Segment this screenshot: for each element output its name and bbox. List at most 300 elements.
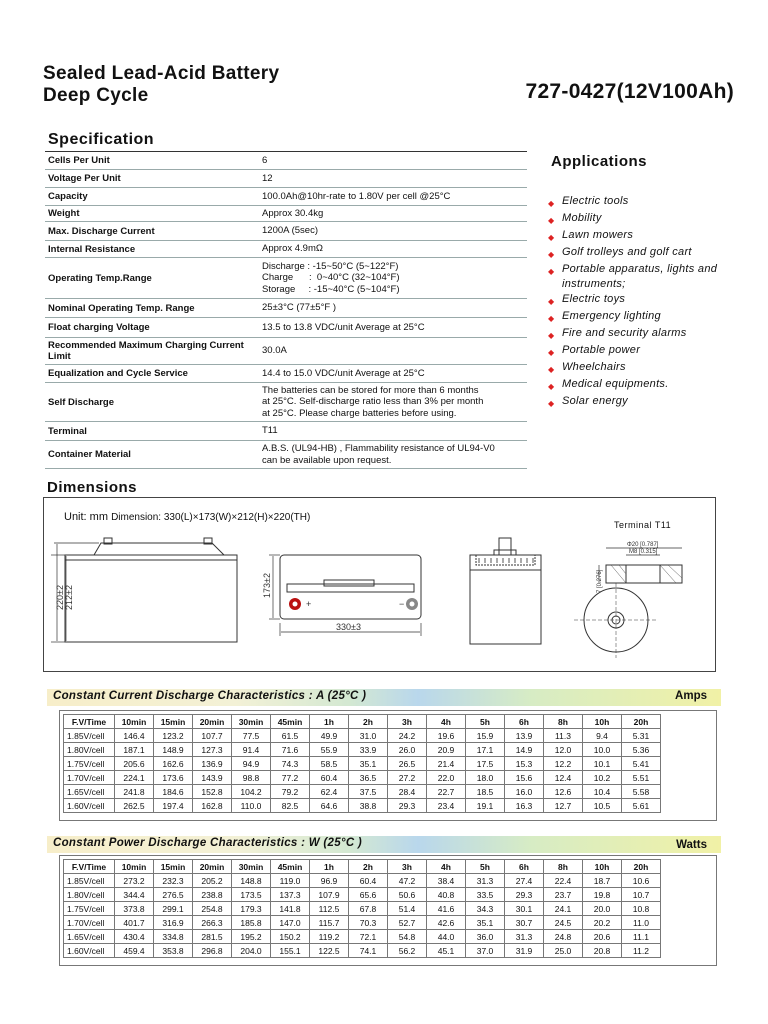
table-cell: 11.0 — [622, 916, 661, 930]
table-cell: 62.4 — [310, 785, 349, 799]
table-cell: 34.3 — [466, 902, 505, 916]
table-cell: 24.8 — [544, 930, 583, 944]
spec-label: Max. Discharge Current — [48, 225, 155, 237]
table-cell: 16.0 — [505, 785, 544, 799]
table-cell: 40.8 — [427, 888, 466, 902]
table-cell: 30.7 — [505, 916, 544, 930]
table-cell: 373.8 — [115, 902, 154, 916]
row-label: 1.70V/cell — [64, 916, 115, 930]
table-cell: 299.1 — [154, 902, 193, 916]
table-cell: 104.2 — [232, 785, 271, 799]
diamond-bullet-icon: ◆ — [548, 297, 555, 306]
application-item — [548, 394, 748, 411]
table-cell: 10.4 — [583, 785, 622, 799]
table-row — [64, 743, 661, 757]
application-item — [548, 228, 748, 245]
table-cell: 296.8 — [193, 944, 232, 958]
spec-value: 12 — [262, 172, 273, 184]
diamond-bullet-icon: ◆ — [548, 331, 555, 340]
table-cell: 112.5 — [310, 902, 349, 916]
power-column-header: F.V/Time — [64, 860, 115, 874]
table-cell: 45.1 — [427, 944, 466, 958]
current-table-band — [47, 689, 721, 706]
table-cell: 56.2 — [388, 944, 427, 958]
table-cell: 74.3 — [271, 757, 310, 771]
table-cell: 115.7 — [310, 916, 349, 930]
table-cell: 37.5 — [349, 785, 388, 799]
table-cell: 146.4 — [115, 729, 154, 743]
power-header-row — [64, 860, 661, 874]
row-label: 1.65V/cell — [64, 785, 115, 799]
table-cell: 344.4 — [115, 888, 154, 902]
spec-label: Capacity — [48, 191, 88, 202]
current-table-title: Constant Current Discharge Characteristics : A (25°C ) — [53, 690, 367, 702]
row-label: 1.85V/cell — [64, 729, 115, 743]
table-cell: 11.3 — [544, 729, 583, 743]
spec-row — [45, 441, 527, 469]
table-cell: 10.1 — [583, 757, 622, 771]
table-cell: 162.6 — [154, 757, 193, 771]
table-cell: 71.6 — [271, 743, 310, 757]
power-column-header: 10min — [115, 860, 154, 874]
power-discharge-table — [63, 859, 661, 958]
terminal-drawing — [574, 548, 682, 658]
table-cell: 18.5 — [466, 785, 505, 799]
table-cell: 10.8 — [622, 902, 661, 916]
table-cell: 12.6 — [544, 785, 583, 799]
table-cell: 23.4 — [427, 799, 466, 813]
table-row — [64, 771, 661, 785]
table-cell: 266.3 — [193, 916, 232, 930]
table-cell: 5.51 — [622, 771, 661, 785]
application-item — [548, 343, 748, 360]
current-table-unit: Amps — [675, 690, 707, 702]
table-cell: 23.7 — [544, 888, 583, 902]
table-cell: 35.1 — [349, 757, 388, 771]
spec-row — [45, 258, 527, 299]
spec-row — [45, 299, 527, 318]
model-number: 727-0427(12V100Ah) — [525, 80, 734, 103]
table-cell: 27.4 — [505, 874, 544, 888]
table-cell: 238.8 — [193, 888, 232, 902]
row-label: 1.85V/cell — [64, 874, 115, 888]
end-view-vent-pattern — [478, 558, 534, 563]
table-cell: 12.4 — [544, 771, 583, 785]
spec-label: Equalization and Cycle Service — [48, 368, 188, 379]
table-cell: 13.9 — [505, 729, 544, 743]
terminal-label: Terminal T11 — [614, 520, 672, 530]
table-cell: 107.7 — [193, 729, 232, 743]
table-cell: 10.2 — [583, 771, 622, 785]
row-label: 1.75V/cell — [64, 757, 115, 771]
current-column-header: 30min — [232, 715, 271, 729]
table-cell: 17.5 — [466, 757, 505, 771]
table-cell: 204.0 — [232, 944, 271, 958]
application-text: Golf trolleys and golf cart — [562, 246, 692, 258]
spec-label: Voltage Per Unit — [48, 173, 121, 184]
table-cell: 187.1 — [115, 743, 154, 757]
table-cell: 353.8 — [154, 944, 193, 958]
table-cell: 12.7 — [544, 799, 583, 813]
table-cell: 33.9 — [349, 743, 388, 757]
application-item — [548, 309, 748, 326]
table-cell: 27.2 — [388, 771, 427, 785]
spec-value: Approx 30.4kg — [262, 207, 324, 219]
spec-row — [45, 422, 527, 441]
battery-drawings — [44, 498, 714, 670]
power-column-header: 6h — [505, 860, 544, 874]
power-column-header: 8h — [544, 860, 583, 874]
spec-row — [45, 222, 527, 241]
table-cell: 150.2 — [271, 930, 310, 944]
table-cell: 20.8 — [583, 944, 622, 958]
table-cell: 31.3 — [466, 874, 505, 888]
document-title — [43, 63, 279, 107]
spec-row — [45, 365, 527, 383]
table-cell: 10.0 — [583, 743, 622, 757]
table-cell: 122.5 — [310, 944, 349, 958]
power-column-header: 3h — [388, 860, 427, 874]
table-cell: 143.9 — [193, 771, 232, 785]
power-table-title: Constant Power Discharge Characteristics : W (25°C ) — [53, 837, 363, 849]
table-cell: 28.4 — [388, 785, 427, 799]
table-cell: 65.6 — [349, 888, 388, 902]
application-text: Wheelchairs — [562, 361, 626, 373]
table-cell: 21.4 — [427, 757, 466, 771]
table-cell: 19.8 — [583, 888, 622, 902]
current-header-row — [64, 715, 661, 729]
table-cell: 10.5 — [583, 799, 622, 813]
spec-value: 14.4 to 15.0 VDC/unit Average at 25°C — [262, 367, 425, 379]
spec-value: A.B.S. (UL94-HB) , Flammability resistance of UL94-V0 can be available upon request. — [262, 443, 495, 466]
table-cell: 58.5 — [310, 757, 349, 771]
spec-row — [45, 383, 527, 422]
height-220-label: 220±2 — [55, 585, 65, 610]
table-cell: 19.6 — [427, 729, 466, 743]
diamond-bullet-icon: ◆ — [548, 365, 555, 374]
application-text: Solar energy — [562, 395, 628, 407]
application-item — [548, 194, 748, 211]
current-column-header: 10min — [115, 715, 154, 729]
application-item — [548, 211, 748, 228]
spec-value: 13.5 to 13.8 VDC/unit Average at 25°C — [262, 321, 425, 333]
applications-heading: Applications — [551, 153, 648, 170]
table-cell: 273.2 — [115, 874, 154, 888]
table-cell: 262.5 — [115, 799, 154, 813]
power-column-header: 2h — [349, 860, 388, 874]
table-cell: 147.0 — [271, 916, 310, 930]
table-cell: 179.3 — [232, 902, 271, 916]
current-column-header: 10h — [583, 715, 622, 729]
row-label: 1.65V/cell — [64, 930, 115, 944]
application-text: Electric toys — [562, 293, 626, 305]
table-cell: 5.61 — [622, 799, 661, 813]
table-cell: 224.1 — [115, 771, 154, 785]
table-cell: 148.9 — [154, 743, 193, 757]
table-cell: 24.2 — [388, 729, 427, 743]
spec-value: Approx 4.9mΩ — [262, 243, 323, 255]
specification-table — [45, 151, 527, 469]
spec-row — [45, 241, 527, 258]
table-cell: 77.5 — [232, 729, 271, 743]
table-cell: 281.5 — [193, 930, 232, 944]
spec-label: Self Discharge — [48, 396, 114, 408]
application-text: Lawn mowers — [562, 229, 634, 241]
plus-sign: + — [306, 599, 312, 609]
table-cell: 19.1 — [466, 799, 505, 813]
table-cell: 12.2 — [544, 757, 583, 771]
power-column-header: 45min — [271, 860, 310, 874]
table-cell: 254.8 — [193, 902, 232, 916]
power-table-band — [47, 836, 721, 853]
spec-label: Cells Per Unit — [48, 155, 110, 166]
table-row — [64, 888, 661, 902]
table-cell: 51.4 — [388, 902, 427, 916]
table-cell: 232.3 — [154, 874, 193, 888]
dimension-text: Dimension: 330(L)×173(W)×212(H)×220(TH) — [111, 512, 311, 523]
power-table-unit: Watts — [676, 839, 707, 851]
table-cell: 77.2 — [271, 771, 310, 785]
application-text: Electric tools — [562, 195, 629, 207]
table-row — [64, 799, 661, 813]
row-label: 1.70V/cell — [64, 771, 115, 785]
table-cell: 316.9 — [154, 916, 193, 930]
table-cell: 44.0 — [427, 930, 466, 944]
table-cell: 119.0 — [271, 874, 310, 888]
table-cell: 123.2 — [154, 729, 193, 743]
table-cell: 36.0 — [466, 930, 505, 944]
spec-row — [45, 151, 527, 170]
table-cell: 20.6 — [583, 930, 622, 944]
table-cell: 9.4 — [583, 729, 622, 743]
table-cell: 127.3 — [193, 743, 232, 757]
diamond-bullet-icon: ◆ — [548, 250, 555, 259]
current-column-header: 4h — [427, 715, 466, 729]
table-cell: 52.7 — [388, 916, 427, 930]
table-cell: 148.8 — [232, 874, 271, 888]
application-text: Mobility — [562, 212, 602, 224]
spec-value: 6 — [262, 154, 268, 166]
spec-label: Container Material — [48, 449, 131, 460]
table-cell: 22.4 — [544, 874, 583, 888]
application-text: Emergency lighting — [562, 310, 661, 322]
table-row — [64, 729, 661, 743]
table-cell: 55.9 — [310, 743, 349, 757]
table-cell: 16.3 — [505, 799, 544, 813]
current-column-header: 3h — [388, 715, 427, 729]
table-cell: 119.2 — [310, 930, 349, 944]
end-view-drawing — [470, 538, 541, 644]
table-cell: 15.9 — [466, 729, 505, 743]
diamond-bullet-icon: ◆ — [548, 348, 555, 357]
table-cell: 74.1 — [349, 944, 388, 958]
power-column-header: 30min — [232, 860, 271, 874]
table-cell: 38.4 — [427, 874, 466, 888]
current-column-header: 1h — [310, 715, 349, 729]
table-row — [64, 874, 661, 888]
current-column-header: 8h — [544, 715, 583, 729]
table-cell: 15.6 — [505, 771, 544, 785]
table-cell: 205.2 — [193, 874, 232, 888]
spec-row — [45, 318, 527, 338]
table-cell: 41.6 — [427, 902, 466, 916]
table-cell: 185.8 — [232, 916, 271, 930]
table-cell: 26.0 — [388, 743, 427, 757]
current-column-header: 15min — [154, 715, 193, 729]
table-cell: 15.3 — [505, 757, 544, 771]
table-cell: 70.3 — [349, 916, 388, 930]
table-row — [64, 944, 661, 958]
row-label: 1.60V/cell — [64, 944, 115, 958]
length-330-label: 330±3 — [336, 622, 361, 632]
table-cell: 30.1 — [505, 902, 544, 916]
row-label: 1.80V/cell — [64, 743, 115, 757]
table-row — [64, 757, 661, 771]
height-212-label: 212±2 — [64, 585, 74, 610]
table-cell: 22.7 — [427, 785, 466, 799]
table-cell: 136.9 — [193, 757, 232, 771]
application-item — [548, 326, 748, 343]
terminal-m8-label: M8 [0.315] — [629, 549, 658, 555]
current-column-header: 5h — [466, 715, 505, 729]
diamond-bullet-icon: ◆ — [548, 399, 555, 408]
specification-heading: Specification — [48, 131, 155, 148]
current-column-header: 6h — [505, 715, 544, 729]
table-cell: 107.9 — [310, 888, 349, 902]
diamond-bullet-icon: ◆ — [548, 233, 555, 242]
title-line-1: Sealed Lead-Acid Battery — [43, 63, 280, 84]
spec-value: 1200A (5sec) — [262, 225, 318, 237]
table-cell: 29.3 — [388, 799, 427, 813]
table-cell: 98.8 — [232, 771, 271, 785]
table-cell: 173.5 — [232, 888, 271, 902]
current-discharge-table — [63, 714, 661, 813]
diamond-bullet-icon: ◆ — [548, 216, 555, 225]
spec-label: Internal Resistance — [48, 243, 136, 255]
table-cell: 459.4 — [115, 944, 154, 958]
table-cell: 22.0 — [427, 771, 466, 785]
table-cell: 29.3 — [505, 888, 544, 902]
power-column-header: 20min — [193, 860, 232, 874]
title-line-2: Deep Cycle — [43, 85, 149, 106]
table-cell: 17.1 — [466, 743, 505, 757]
table-cell: 79.2 — [271, 785, 310, 799]
table-cell: 5.41 — [622, 757, 661, 771]
minus-sign: − — [399, 599, 405, 609]
unit-label: Unit: mm — [64, 511, 108, 523]
table-cell: 25.0 — [544, 944, 583, 958]
table-cell: 5.36 — [622, 743, 661, 757]
application-item — [548, 377, 748, 394]
table-cell: 241.8 — [115, 785, 154, 799]
table-cell: 94.9 — [232, 757, 271, 771]
current-column-header: 20min — [193, 715, 232, 729]
power-column-header: 20h — [622, 860, 661, 874]
table-cell: 14.9 — [505, 743, 544, 757]
spec-label: Weight — [48, 208, 80, 219]
spec-label: Operating Temp.Range — [48, 272, 152, 284]
table-cell: 31.3 — [505, 930, 544, 944]
table-cell: 137.3 — [271, 888, 310, 902]
diamond-bullet-icon: ◆ — [548, 199, 555, 208]
table-row — [64, 785, 661, 799]
current-column-header: F.V/Time — [64, 715, 115, 729]
power-column-header: 5h — [466, 860, 505, 874]
table-cell: 60.4 — [310, 771, 349, 785]
table-cell: 60.4 — [349, 874, 388, 888]
spec-row — [45, 188, 527, 206]
spec-value: T11 — [262, 425, 278, 437]
table-cell: 18.0 — [466, 771, 505, 785]
table-cell: 38.8 — [349, 799, 388, 813]
terminal-d20-label: Φ20 [0.787] — [627, 542, 659, 548]
table-cell: 195.2 — [232, 930, 271, 944]
table-cell: 42.6 — [427, 916, 466, 930]
table-cell: 11.1 — [622, 930, 661, 944]
table-cell: 10.6 — [622, 874, 661, 888]
row-label: 1.80V/cell — [64, 888, 115, 902]
current-column-header: 20h — [622, 715, 661, 729]
spec-label: Nominal Operating Temp. Range — [48, 302, 195, 314]
application-text: Portable apparatus, lights and instruments; — [562, 263, 718, 290]
application-text: Fire and security alarms — [562, 327, 687, 339]
table-cell: 91.4 — [232, 743, 271, 757]
table-cell: 24.5 — [544, 916, 583, 930]
table-cell: 430.4 — [115, 930, 154, 944]
spec-row — [45, 170, 527, 188]
application-item — [548, 360, 748, 377]
table-cell: 50.6 — [388, 888, 427, 902]
application-item — [548, 245, 748, 262]
dimensions-heading: Dimensions — [47, 479, 138, 496]
table-cell: 31.0 — [349, 729, 388, 743]
side-view-drawing — [51, 538, 237, 642]
table-cell: 36.5 — [349, 771, 388, 785]
table-cell: 72.1 — [349, 930, 388, 944]
table-cell: 20.2 — [583, 916, 622, 930]
application-item — [548, 262, 748, 292]
current-column-header: 45min — [271, 715, 310, 729]
table-cell: 49.9 — [310, 729, 349, 743]
diamond-bullet-icon: ◆ — [548, 382, 555, 391]
table-cell: 152.8 — [193, 785, 232, 799]
spec-label: Float charging Voltage — [48, 322, 150, 333]
row-label: 1.60V/cell — [64, 799, 115, 813]
spec-value: Discharge : -15~50°C (5~122°F) Charge : 0~40°C (32~104°F) Storage : -15~40°C (5~104°F) — [262, 260, 400, 295]
table-cell: 18.7 — [583, 874, 622, 888]
application-item — [548, 292, 748, 309]
table-cell: 47.2 — [388, 874, 427, 888]
power-column-header: 10h — [583, 860, 622, 874]
spec-value: 30.0A — [262, 345, 287, 357]
application-text: Portable power — [562, 344, 641, 356]
table-cell: 173.6 — [154, 771, 193, 785]
table-cell: 20.0 — [583, 902, 622, 916]
spec-label: Terminal — [48, 425, 87, 437]
table-cell: 334.8 — [154, 930, 193, 944]
row-label: 1.75V/cell — [64, 902, 115, 916]
table-cell: 197.4 — [154, 799, 193, 813]
table-cell: 64.6 — [310, 799, 349, 813]
table-cell: 35.1 — [466, 916, 505, 930]
power-column-header: 4h — [427, 860, 466, 874]
table-row — [64, 902, 661, 916]
table-cell: 5.58 — [622, 785, 661, 799]
table-cell: 82.5 — [271, 799, 310, 813]
table-row — [64, 930, 661, 944]
power-column-header: 15min — [154, 860, 193, 874]
spec-row — [45, 338, 527, 365]
